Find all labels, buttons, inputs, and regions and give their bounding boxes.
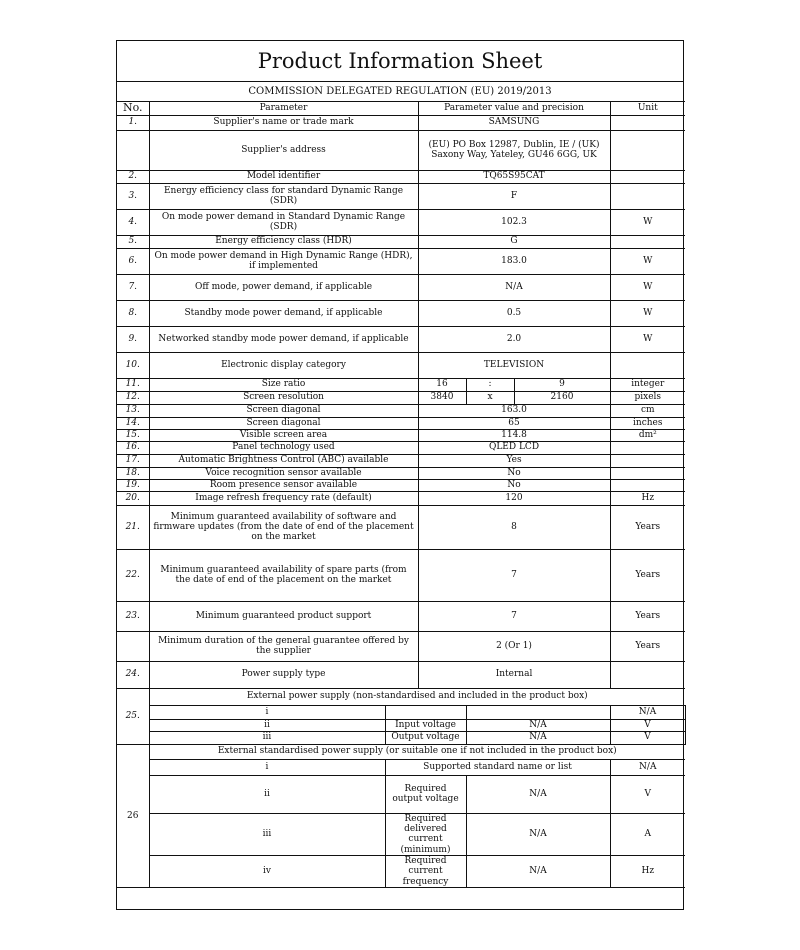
- row-number: 7.: [117, 274, 149, 300]
- table-row: [117, 601, 685, 631]
- section-26-row: [117, 759, 685, 775]
- header-unit: Unit: [610, 102, 685, 116]
- row-number: 23.: [117, 601, 149, 631]
- sub-label: Output voltage: [385, 731, 466, 744]
- table-row: [117, 505, 685, 549]
- parameter-unit: W: [610, 326, 685, 352]
- table-row: [117, 479, 685, 491]
- parameter-value: No: [418, 479, 610, 491]
- table-row: [117, 631, 685, 661]
- parameter-unit: [610, 479, 685, 491]
- parameter-name: Energy efficiency class (HDR): [149, 235, 418, 248]
- parameter-name: Screen diagonal: [149, 404, 418, 417]
- row-number: 13.: [117, 404, 149, 417]
- value-separator: :: [466, 378, 514, 391]
- parameter-value: 7: [418, 601, 610, 631]
- sheet-title: Product Information Sheet: [117, 41, 683, 82]
- parameter-unit: integer: [610, 378, 685, 391]
- parameter-name: Screen resolution: [149, 391, 418, 404]
- parameter-value: QLED LCD: [418, 441, 610, 454]
- row-number: 19.: [117, 479, 149, 491]
- row-number: 25.: [117, 688, 149, 744]
- parameter-unit: Years: [610, 631, 685, 661]
- parameter-unit: Years: [610, 549, 685, 601]
- parameter-value: Internal: [418, 661, 610, 688]
- section-25-heading: [117, 688, 685, 705]
- sub-unit: V: [610, 719, 685, 731]
- row-number: [117, 631, 149, 661]
- parameter-value: TELEVISION: [418, 352, 610, 378]
- parameter-value: 2.0: [418, 326, 610, 352]
- row-number: 1.: [117, 115, 149, 130]
- header-value: Parameter value and precision: [418, 102, 610, 116]
- parameter-name: Model identifier: [149, 170, 418, 183]
- sub-value: N/A: [466, 856, 610, 888]
- table-row: [117, 549, 685, 601]
- parameter-unit: Years: [610, 601, 685, 631]
- table-row: [117, 235, 685, 248]
- parameter-unit: [610, 170, 685, 183]
- table-row: [117, 183, 685, 209]
- sub-index: ii: [149, 775, 385, 813]
- parameter-value: 114.8: [418, 429, 610, 441]
- parameter-unit: [610, 454, 685, 467]
- parameter-unit: [610, 235, 685, 248]
- sub-label: [385, 705, 466, 719]
- section-heading: External standardised power supply (or suitable one if not included in the product box): [149, 744, 685, 759]
- sub-value: N/A: [466, 813, 610, 855]
- table-body: [117, 102, 685, 888]
- parameter-name: Electronic display category: [149, 352, 418, 378]
- row-number: 8.: [117, 300, 149, 326]
- parameter-name: Minimum guaranteed availability of software and firmware updates (from the date of end of the placement on the market: [149, 505, 418, 549]
- parameter-value: 7: [418, 549, 610, 601]
- parameter-value: 183.0: [418, 248, 610, 274]
- parameter-value: 8: [418, 505, 610, 549]
- parameter-unit: dm²: [610, 429, 685, 441]
- table-row: [117, 661, 685, 688]
- parameter-name: On mode power demand in Standard Dynamic Range (SDR): [149, 209, 418, 235]
- sub-value: N/A: [466, 719, 610, 731]
- header-no: No.: [117, 102, 149, 116]
- parameter-unit: cm: [610, 404, 685, 417]
- sub-label: Required delivered current (minimum): [385, 813, 466, 855]
- row-number: 24.: [117, 661, 149, 688]
- parameter-value: G: [418, 235, 610, 248]
- row-number: 4.: [117, 209, 149, 235]
- row-number: 5.: [117, 235, 149, 248]
- parameter-unit: inches: [610, 417, 685, 429]
- section-25-row: [117, 719, 685, 731]
- regulation-line: COMMISSION DELEGATED REGULATION (EU) 2019/2013: [117, 81, 683, 102]
- parameter-unit: W: [610, 300, 685, 326]
- row-number: 3.: [117, 183, 149, 209]
- value-part: 9: [514, 378, 610, 391]
- parameter-name: Minimum duration of the general guarantee offered by the supplier: [149, 631, 418, 661]
- row-number: 2.: [117, 170, 149, 183]
- header-parameter: Parameter: [149, 102, 418, 116]
- parameter-unit: [610, 352, 685, 378]
- row-number: [117, 130, 149, 170]
- parameter-unit: [610, 183, 685, 209]
- sub-label: Required current frequency: [385, 856, 466, 888]
- row-number: 17.: [117, 454, 149, 467]
- row-number: 18.: [117, 467, 149, 479]
- row-number: 11.: [117, 378, 149, 391]
- sub-unit: N/A: [610, 759, 685, 775]
- value-separator: x: [466, 391, 514, 404]
- row-number: 9.: [117, 326, 149, 352]
- section-26-row: [117, 775, 685, 813]
- row-number: 21.: [117, 505, 149, 549]
- parameter-value: 65: [418, 417, 610, 429]
- row-number: 26: [117, 744, 149, 887]
- parameter-value: TQ65S95CAT: [418, 170, 610, 183]
- parameter-name: On mode power demand in High Dynamic Range (HDR), if implemented: [149, 248, 418, 274]
- section-25-row: [117, 731, 685, 744]
- table-row: [117, 209, 685, 235]
- table-row: [117, 404, 685, 417]
- sub-index: i: [149, 705, 385, 719]
- parameter-table: [117, 101, 685, 888]
- parameter-unit: W: [610, 248, 685, 274]
- row-number: 14.: [117, 417, 149, 429]
- table-row: [117, 441, 685, 454]
- table-row: [117, 417, 685, 429]
- parameter-unit: [610, 467, 685, 479]
- row-number: 22.: [117, 549, 149, 601]
- row-number: 12.: [117, 391, 149, 404]
- parameter-unit: [610, 115, 685, 130]
- value-part: 2160: [514, 391, 610, 404]
- sub-unit: V: [610, 731, 685, 744]
- table-row: [117, 326, 685, 352]
- sub-index: iii: [149, 731, 385, 744]
- parameter-value: Yes: [418, 454, 610, 467]
- table-row: [117, 391, 685, 404]
- section-26-row: [117, 856, 685, 888]
- table-row: [117, 130, 685, 170]
- row-number: 20.: [117, 491, 149, 505]
- parameter-name: Screen diagonal: [149, 417, 418, 429]
- section-25-row: [117, 705, 685, 719]
- parameter-value: 2 (Or 1): [418, 631, 610, 661]
- table-row: [117, 429, 685, 441]
- sub-value: N/A: [466, 731, 610, 744]
- section-26-heading: [117, 744, 685, 759]
- parameter-unit: [610, 130, 685, 170]
- sub-unit: N/A: [610, 705, 685, 719]
- row-number: 16.: [117, 441, 149, 454]
- header-row: [117, 102, 685, 116]
- parameter-unit: pixels: [610, 391, 685, 404]
- parameter-value: 120: [418, 491, 610, 505]
- parameter-value: N/A: [418, 274, 610, 300]
- sub-index: iii: [149, 813, 385, 855]
- parameter-unit: Hz: [610, 491, 685, 505]
- row-number: 15.: [117, 429, 149, 441]
- sub-index: ii: [149, 719, 385, 731]
- parameter-unit: Years: [610, 505, 685, 549]
- parameter-value: SAMSUNG: [418, 115, 610, 130]
- parameter-value: 163.0: [418, 404, 610, 417]
- parameter-name: Off mode, power demand, if applicable: [149, 274, 418, 300]
- parameter-value: F: [418, 183, 610, 209]
- row-number: 6.: [117, 248, 149, 274]
- table-row: [117, 300, 685, 326]
- table-row: [117, 467, 685, 479]
- parameter-name: Energy efficiency class for standard Dynamic Range (SDR): [149, 183, 418, 209]
- parameter-name: Room presence sensor available: [149, 479, 418, 491]
- parameter-name: Voice recognition sensor available: [149, 467, 418, 479]
- parameter-unit: W: [610, 209, 685, 235]
- parameter-value: No: [418, 467, 610, 479]
- sub-value: Supported standard name or list: [385, 759, 610, 775]
- parameter-name: Visible screen area: [149, 429, 418, 441]
- parameter-name: Size ratio: [149, 378, 418, 391]
- value-part: 16: [418, 378, 466, 391]
- table-row: [117, 248, 685, 274]
- parameter-value: 0.5: [418, 300, 610, 326]
- parameter-name: Standby mode power demand, if applicable: [149, 300, 418, 326]
- sub-label: Input voltage: [385, 719, 466, 731]
- table-row: [117, 170, 685, 183]
- parameter-name: Image refresh frequency rate (default): [149, 491, 418, 505]
- sub-unit: V: [610, 775, 685, 813]
- table-row: [117, 491, 685, 505]
- parameter-name: Networked standby mode power demand, if applicable: [149, 326, 418, 352]
- parameter-name: Minimum guaranteed product support: [149, 601, 418, 631]
- product-information-sheet: [116, 40, 684, 910]
- parameter-name: Supplier's name or trade mark: [149, 115, 418, 130]
- sub-index: i: [149, 759, 385, 775]
- parameter-unit: W: [610, 274, 685, 300]
- parameter-value: (EU) PO Box 12987, Dublin, IE / (UK) Saxony Way, Yateley, GU46 6GG, UK: [418, 130, 610, 170]
- value-part: 3840: [418, 391, 466, 404]
- sub-label: Required output voltage: [385, 775, 466, 813]
- parameter-name: Power supply type: [149, 661, 418, 688]
- table-row: [117, 378, 685, 391]
- parameter-unit: [610, 661, 685, 688]
- table-row: [117, 454, 685, 467]
- section-26-row: [117, 813, 685, 855]
- sub-value: N/A: [466, 775, 610, 813]
- sub-unit: A: [610, 813, 685, 855]
- row-number: 10.: [117, 352, 149, 378]
- section-heading: External power supply (non-standardised and included in the product box): [149, 688, 685, 705]
- parameter-name: Automatic Brightness Control (ABC) available: [149, 454, 418, 467]
- table-row: [117, 115, 685, 130]
- parameter-name: Panel technology used: [149, 441, 418, 454]
- table-row: [117, 352, 685, 378]
- parameter-name: Supplier's address: [149, 130, 418, 170]
- sub-unit: Hz: [610, 856, 685, 888]
- sub-index: iv: [149, 856, 385, 888]
- parameter-name: Minimum guaranteed availability of spare parts (from the date of end of the placement on the market: [149, 549, 418, 601]
- table-row: [117, 274, 685, 300]
- sub-value: [466, 705, 610, 719]
- parameter-unit: [610, 441, 685, 454]
- parameter-value: 102.3: [418, 209, 610, 235]
